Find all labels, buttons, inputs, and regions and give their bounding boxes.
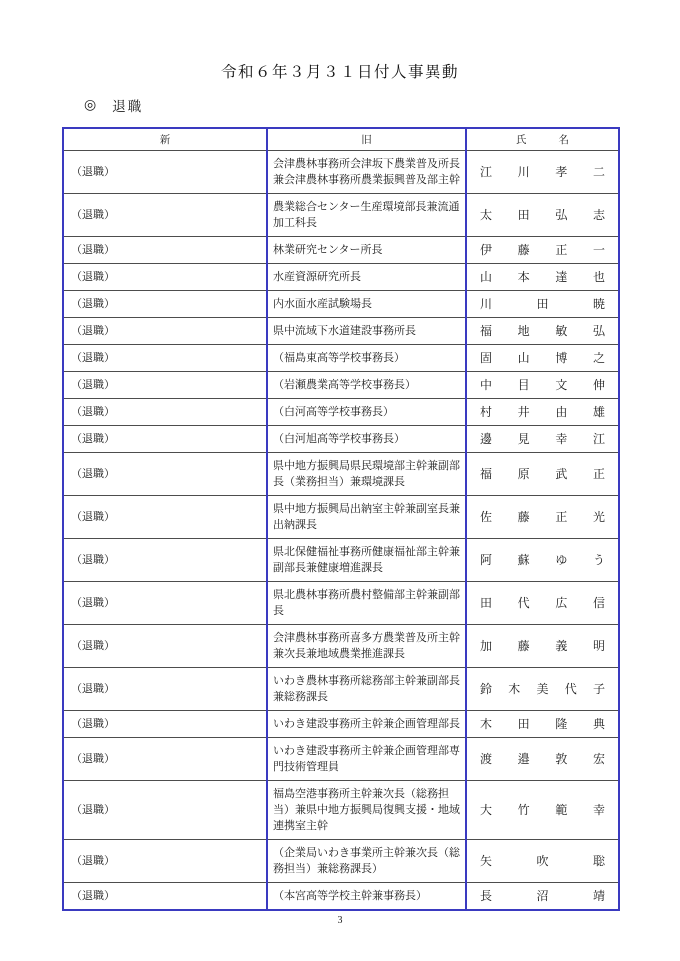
cell-name [466,264,619,291]
name-character: 木 [508,682,521,696]
name-characters [467,164,618,180]
table-row [63,582,619,625]
name-characters [467,404,618,420]
name-character: 伊 [480,243,493,257]
name-character: 福 [480,467,493,481]
header-name-left: 氏 [516,135,527,146]
name-characters [467,509,618,525]
name-character: 由 [555,405,568,419]
name-character: 宏 [592,752,605,766]
cell-new-position: （退職） [63,582,267,625]
cell-old-position: 福島空港事務所主幹兼次長（総務担当）兼県中地方振興局復興支援・地域連携室主幹 [267,781,466,840]
cell-name [466,345,619,372]
name-character: 本 [517,270,530,284]
cell-old-position: 会津農林事務所喜多方農業普及所主幹兼次長兼地域農業推進課長 [267,625,466,668]
name-character: 田 [517,208,530,222]
page-number: 3 [337,915,343,926]
table-header-row [63,128,619,151]
name-character: 中 [480,378,493,392]
name-characters [467,853,618,869]
name-character: 幸 [555,432,568,446]
name-character: 正 [555,510,568,524]
name-characters [467,716,618,732]
cell-old-position: 内水面水産試験場長 [267,291,466,318]
name-character: 固 [480,351,493,365]
name-character: 鈴 [480,682,493,696]
name-character: 川 [517,165,530,179]
name-characters [467,466,618,482]
name-characters [467,595,618,611]
name-character: 藤 [517,639,530,653]
name-characters [467,431,618,447]
cell-new-position: （退職） [63,668,267,711]
table-row [63,372,619,399]
table-row [63,345,619,372]
name-character: 田 [480,596,493,610]
cell-new-position: （退職） [63,453,267,496]
cell-new-position: （退職） [63,399,267,426]
name-character: 二 [592,165,605,179]
cell-old-position: （本宮高等学校主幹兼事務長） [267,883,466,911]
name-character: 正 [592,467,605,481]
name-character: 藤 [517,510,530,524]
cell-name [466,151,619,194]
cell-name [466,840,619,883]
cell-old-position: いわき建設事務所主幹兼企画管理部長 [267,711,466,738]
table-row [63,625,619,668]
cell-old-position: （福島東高等学校事務長） [267,345,466,372]
name-character: 邊 [480,432,493,446]
name-character: 川 [480,297,493,311]
name-characters [467,681,618,697]
name-character: 藤 [517,243,530,257]
name-character: 光 [592,510,605,524]
cell-name [466,194,619,237]
header-name-right: 名 [558,135,569,146]
cell-old-position: 県中流域下水道建設事務所長 [267,318,466,345]
name-character: 暁 [592,297,605,311]
name-character: 博 [555,351,568,365]
name-character: 大 [480,803,493,817]
name-character: 田 [517,717,530,731]
table-row [63,151,619,194]
cell-old-position: （岩瀬農業高等学校事務長） [267,372,466,399]
section-label: 退職 [112,99,144,114]
name-character: 正 [555,243,568,257]
name-character: 地 [517,324,530,338]
table-row [63,426,619,453]
table-row [63,711,619,738]
cell-old-position: 林業研究センター所長 [267,237,466,264]
name-character: 江 [592,432,605,446]
header-name-column [466,128,619,151]
table-row [63,291,619,318]
name-characters [467,377,618,393]
name-character: 渡 [480,752,493,766]
name-character: 典 [592,717,605,731]
name-character: 加 [480,639,493,653]
table-row [63,399,619,426]
cell-name [466,625,619,668]
name-character: 太 [480,208,493,222]
cell-new-position: （退職） [63,738,267,781]
name-character: 達 [555,270,568,284]
name-character: 竹 [517,803,530,817]
name-character: 福 [480,324,493,338]
cell-new-position: （退職） [63,318,267,345]
table-row [63,264,619,291]
table-row [63,453,619,496]
cell-new-position: （退職） [63,625,267,668]
cell-old-position: 県中地方振興局出納室主幹兼副室長兼出納課長 [267,496,466,539]
name-character: 孝 [555,165,568,179]
name-characters [467,638,618,654]
name-character: 之 [592,351,605,365]
cell-old-position: （企業局いわき事業所主幹兼次長（総務担当）兼総務課長） [267,840,466,883]
name-character: 邉 [517,752,530,766]
cell-old-position: いわき建設事務所主幹兼企画管理部専門技術管理員 [267,738,466,781]
cell-new-position: （退職） [63,539,267,582]
cell-name [466,582,619,625]
name-character: ゆ [555,553,568,567]
name-character: 美 [536,682,549,696]
name-character: 佐 [480,510,493,524]
table-row [63,840,619,883]
name-character: う [592,553,605,567]
cell-old-position: 農業総合センター生産環境部長兼流通加工科長 [267,194,466,237]
name-character: 蘇 [517,553,530,567]
name-character: 文 [555,378,568,392]
name-character: 也 [592,270,605,284]
table-row [63,781,619,840]
name-characters [467,269,618,285]
cell-name [466,883,619,911]
cell-new-position: （退職） [63,496,267,539]
cell-old-position: いわき農林事務所総務部主幹兼副部長兼総務課長 [267,668,466,711]
name-characters [467,323,618,339]
name-characters [467,350,618,366]
cell-name [466,399,619,426]
name-characters [467,296,618,312]
name-characters [467,751,618,767]
cell-name [466,668,619,711]
table-row [63,539,619,582]
cell-name [466,711,619,738]
name-character: 弘 [592,324,605,338]
cell-name [466,426,619,453]
name-character: 信 [592,596,605,610]
cell-new-position: （退職） [63,194,267,237]
cell-new-position: （退職） [63,345,267,372]
name-character: 隆 [555,717,568,731]
retirement-table [62,127,620,911]
name-character: 木 [480,717,493,731]
name-character: 矢 [480,854,493,868]
name-character: 代 [517,596,530,610]
name-character: 明 [592,639,605,653]
table-row [63,237,619,264]
name-characters [467,552,618,568]
name-character: 靖 [592,889,605,903]
name-character: 武 [555,467,568,481]
name-characters [467,242,618,258]
cell-new-position: （退職） [63,151,267,194]
retirement-table-body [63,151,619,911]
name-character: 長 [480,889,493,903]
cell-new-position: （退職） [63,372,267,399]
cell-new-position: （退職） [63,237,267,264]
name-character: 聡 [592,854,605,868]
name-characters [467,888,618,904]
name-character: 伸 [592,378,605,392]
cell-name [466,738,619,781]
cell-new-position: （退職） [63,883,267,911]
name-character: 雄 [592,405,605,419]
table-row [63,496,619,539]
cell-name [466,539,619,582]
cell-new-position: （退職） [63,291,267,318]
cell-old-position: 県北保健福祉事務所健康福祉部主幹兼副部長兼健康増進課長 [267,539,466,582]
table-row [63,194,619,237]
cell-name [466,372,619,399]
header-old-column: 旧 [267,128,466,151]
name-character: 目 [517,378,530,392]
name-character: 範 [555,803,568,817]
name-characters [467,207,618,223]
cell-name [466,318,619,345]
name-character: 田 [536,297,549,311]
name-character: 江 [480,165,493,179]
name-character: 阿 [480,553,493,567]
cell-new-position: （退職） [63,426,267,453]
table-row [63,883,619,911]
header-new-column: 新 [63,128,267,151]
cell-name [466,291,619,318]
name-character: 弘 [555,208,568,222]
name-character: 幸 [592,803,605,817]
name-character: 吹 [536,854,549,868]
cell-old-position: （白河旭高等学校事務長） [267,426,466,453]
name-character: 敏 [555,324,568,338]
table-row [63,738,619,781]
cell-old-position: 県中地方振興局県民環境部主幹兼副部長（業務担当）兼環境課長 [267,453,466,496]
cell-name [466,496,619,539]
name-character: 山 [480,270,493,284]
document-title: 令和６年３月３１日付人事異動 [220,64,459,81]
name-character: 一 [592,243,605,257]
name-character: 沼 [536,889,549,903]
cell-new-position: （退職） [63,711,267,738]
table-row [63,668,619,711]
section-heading [84,95,143,115]
name-character: 村 [480,405,493,419]
cell-name [466,453,619,496]
table-row [63,318,619,345]
cell-new-position: （退職） [63,781,267,840]
cell-name [466,237,619,264]
name-character: 代 [564,682,577,696]
cell-old-position: 県北農林事務所農村整備部主幹兼副部長 [267,582,466,625]
name-character: 原 [517,467,530,481]
double-circle-marker: ◎ [84,97,97,113]
name-character: 義 [555,639,568,653]
name-character: 子 [592,682,605,696]
name-header-wrap [469,132,616,147]
cell-old-position: 水産資源研究所長 [267,264,466,291]
cell-new-position: （退職） [63,840,267,883]
cell-old-position: 会津農林事務所会津坂下農業普及所長兼会津農林事務所農業振興普及部主幹 [267,151,466,194]
name-character: 山 [517,351,530,365]
name-character: 広 [555,596,568,610]
name-characters [467,802,618,818]
cell-new-position: （退職） [63,264,267,291]
name-character: 見 [517,432,530,446]
name-character: 敦 [555,752,568,766]
cell-name [466,781,619,840]
name-character: 志 [592,208,605,222]
cell-old-position: （白河高等学校事務長） [267,399,466,426]
name-character: 井 [517,405,530,419]
